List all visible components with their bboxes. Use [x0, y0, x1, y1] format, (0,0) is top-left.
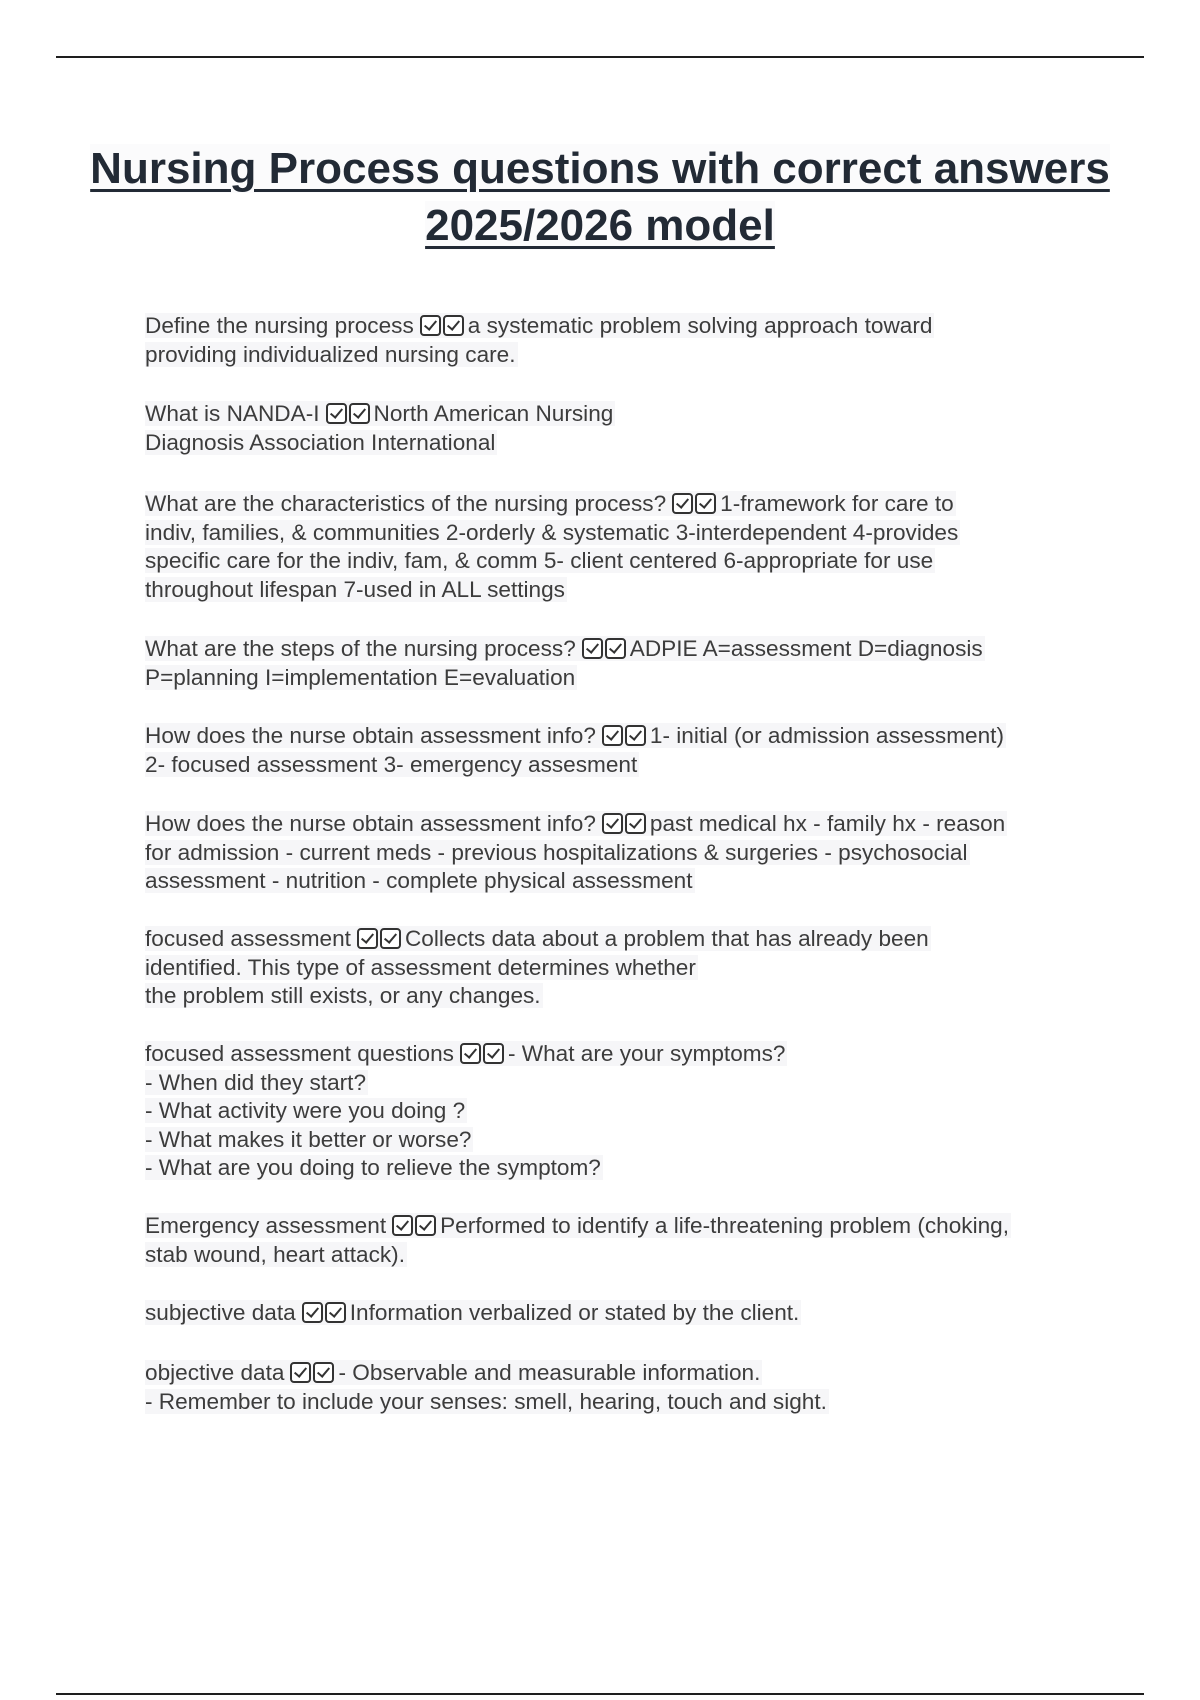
- question-text: Emergency assessment: [145, 1213, 387, 1238]
- qa-entry: [145, 722, 1105, 779]
- answer-text: - When did they start?: [145, 1069, 367, 1095]
- qa-entry: [145, 400, 1105, 457]
- checkbox-icon: [415, 1215, 436, 1236]
- question-text: How does the nurse obtain assessment info?: [145, 723, 596, 748]
- check-icons: [460, 1040, 506, 1069]
- qa-entry: [145, 1040, 1105, 1183]
- check-icons: [582, 635, 628, 664]
- question-text: objective data: [145, 1360, 285, 1385]
- checkbox-icon: [302, 1302, 323, 1323]
- qa-entry: [145, 635, 1105, 692]
- checkbox-icon: [605, 638, 626, 659]
- check-icons: [602, 722, 648, 751]
- checkbox-icon: [290, 1362, 311, 1383]
- answer-text: for admission - current meds - previous hospitalizations & surgeries - psychosocial: [145, 839, 968, 865]
- checkbox-icon: [420, 315, 441, 336]
- answer-text: stab wound, heart attack).: [145, 1241, 405, 1267]
- checkbox-icon: [695, 493, 716, 514]
- answer-text: Performed to identify a life-threatening problem (choking,: [440, 1213, 1010, 1238]
- check-icons: [392, 1212, 438, 1241]
- checkbox-icon: [602, 813, 623, 834]
- answer-text: Diagnosis Association International: [145, 429, 496, 455]
- document-title: Nursing Process questions with correct answers 2025/2026 model: [90, 144, 1110, 250]
- top-rule: [56, 56, 1144, 58]
- check-icons: [290, 1359, 336, 1388]
- answer-text: assessment - nutrition - complete physical assessment: [145, 868, 693, 893]
- qa-entry: [145, 490, 1105, 604]
- check-icons: [357, 925, 403, 954]
- question-text: What are the characteristics of the nursing process?: [145, 491, 667, 516]
- check-icons: [602, 810, 648, 839]
- answer-text: Information verbalized or stated by the client.: [349, 1300, 800, 1325]
- answer-text: 2- focused assessment 3- emergency assesment: [145, 751, 638, 777]
- check-icons: [326, 400, 372, 429]
- checkbox-icon: [602, 725, 623, 746]
- answer-text: a systematic problem solving approach toward: [467, 313, 933, 338]
- answer-text: specific care for the indiv, fam, & comm 5- client centered 6-appropriate for use: [145, 548, 934, 573]
- checkbox-icon: [392, 1215, 413, 1236]
- question-text: What are the steps of the nursing process?: [145, 636, 576, 661]
- answer-text: - What are you doing to relieve the symptom?: [145, 1155, 601, 1180]
- check-icons: [302, 1299, 348, 1328]
- checkbox-icon: [483, 1043, 504, 1064]
- answer-text: 1-framework for care to: [720, 491, 954, 516]
- answer-text: ADPIE A=assessment D=diagnosis: [629, 636, 983, 661]
- question-text: Define the nursing process: [145, 313, 414, 338]
- answer-text: P=planning I=implementation E=evaluation: [145, 664, 576, 690]
- answer-text: - Observable and measurable information.: [338, 1360, 761, 1385]
- bottom-rule: [56, 1693, 1144, 1695]
- answer-text: - What are your symptoms?: [507, 1041, 786, 1066]
- answer-text: Collects data about a problem that has already been: [404, 926, 929, 951]
- checkbox-icon: [325, 1302, 346, 1323]
- answer-text: identified. This type of assessment determines whether: [145, 954, 696, 980]
- qa-entry: [145, 312, 1105, 369]
- qa-entry: [145, 1212, 1105, 1269]
- checkbox-icon: [326, 403, 347, 424]
- checkbox-icon: [582, 638, 603, 659]
- check-icons: [420, 312, 466, 341]
- answer-text: - What makes it better or worse?: [145, 1126, 472, 1152]
- checkbox-icon: [357, 928, 378, 949]
- qa-entry: [145, 810, 1105, 896]
- answer-text: 1- initial (or admission assessment): [649, 723, 1004, 748]
- question-text: focused assessment questions: [145, 1041, 454, 1066]
- answer-text: - Remember to include your senses: smell, hearing, touch and sight.: [145, 1388, 827, 1414]
- qa-entry: [145, 925, 1105, 1011]
- answer-text: throughout lifespan 7-used in ALL settings: [145, 576, 565, 602]
- answer-text: providing individualized nursing care.: [145, 341, 516, 367]
- question-text: focused assessment: [145, 926, 351, 951]
- check-icons: [672, 490, 718, 519]
- qa-entry: [145, 1359, 1105, 1416]
- checkbox-icon: [625, 813, 646, 834]
- checkbox-icon: [349, 403, 370, 424]
- checkbox-icon: [380, 928, 401, 949]
- checkbox-icon: [313, 1362, 334, 1383]
- checkbox-icon: [672, 493, 693, 514]
- answer-text: - What activity were you doing ?: [145, 1098, 466, 1123]
- checkbox-icon: [460, 1043, 481, 1064]
- checkbox-icon: [443, 315, 464, 336]
- qa-entry: [145, 1299, 1105, 1328]
- question-text: subjective data: [145, 1300, 296, 1325]
- answer-text: indiv, families, & communities 2-orderly & systematic 3-interdependent 4-provides: [145, 519, 959, 545]
- checkbox-icon: [625, 725, 646, 746]
- question-text: What is NANDA-I: [145, 401, 320, 426]
- answer-text: the problem still exists, or any changes.: [145, 983, 541, 1008]
- answer-text: North American Nursing: [373, 401, 614, 426]
- answer-text: past medical hx - family hx - reason: [649, 811, 1006, 836]
- question-text: How does the nurse obtain assessment info?: [145, 811, 596, 836]
